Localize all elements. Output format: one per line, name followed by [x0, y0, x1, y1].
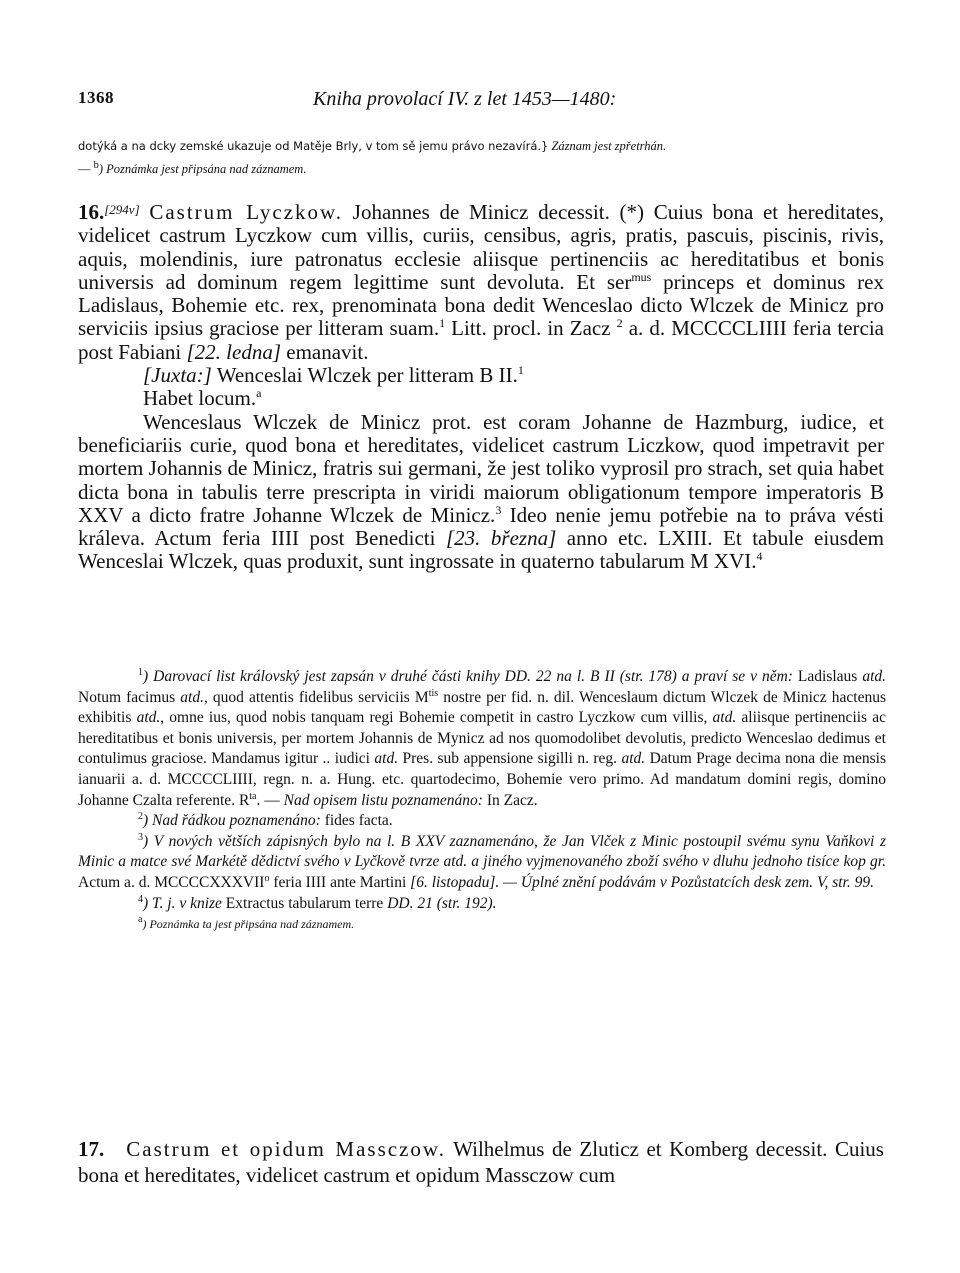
- footnote-italic: atd.: [712, 709, 737, 727]
- footnote-italic: atd.: [862, 668, 886, 685]
- superscript: mus: [631, 269, 652, 284]
- entry-number: 17.: [78, 1137, 105, 1161]
- footnote-italic: ) Darovací list královský jest zapsán v druhé části knihy DD. 22 na l. B II (str. 178) a praví se v něm:: [143, 668, 793, 685]
- date-gloss: [22. ledna]: [186, 339, 281, 364]
- entry-text: Johannes de Minicz decessit. (*) Cuius bona et hereditates, videlicet castrum Lyczkow cum villis, curiis, censibus, agris, pratis, pascuis, piscinis, rivis, aquis, molendinis, iure patronatus ecclesie aliisque pertinenciis ac hereditatibus et bonis universis ad dominum regem legittime sunt devoluta. Et ser: [78, 200, 885, 294]
- footnotes: [78, 667, 886, 935]
- footnote-italic: ) V nových větších zápisných bylo na l. B XXV zaznamenáno, že Jan Vlček z Minic postoupil svému synu Vaňkovi z Minic a matce své Markétě dědictví svého v Lyčkově tvrze atd. a jiného vyjmenovaného zboží svého v dluhu jednoho tisíce kop gr.: [78, 832, 886, 871]
- footnote-4: [78, 894, 886, 915]
- entry-text: Litt. procl. in Zacz: [445, 316, 617, 341]
- entry-heading: Castrum et opidum Massczow.: [126, 1137, 446, 1161]
- juxta-line: [78, 364, 884, 387]
- footnote-text: In Zacz.: [482, 791, 538, 809]
- footnote-a: [78, 914, 886, 935]
- entry-number: 16.: [78, 200, 105, 224]
- footnote-text: , omne ius, quod nobis tanquam regi Bohemie competit in castro Lyczkow cum villis,: [160, 709, 713, 727]
- footnote-italic: DD. 21 (str. 192).: [387, 894, 497, 912]
- footnote-ref: a: [256, 386, 262, 401]
- continuation-italic: Záznam jest zpřetrhán.: [551, 139, 667, 153]
- footnote-text: aliisque pertinenciis ac hereditatibus et bonis universis, per mortem Johannis de Mynicz ad nos quomodolibet devolutis, predicto Wenceslao dedimus et contulimus graciose. Mandamus igitur .. iudici: [78, 709, 887, 768]
- entry-text: Wenceslaus Wlczek de Minicz prot. est coram Johanne de Hazmburg, iudice, et beneficiariis curie, quod bona et hereditates, videlicet castrum Liczkow, quod impetravit per mortem Johannis de Minicz, fratris sui germani, že jest toliko vyprosil pro strach, set quia habet dicta bona in tabulis terre prescripta in viridi maiorum obligationum tempore imperatoris B XXV a dicto fratre Johanne Wlczek de Minicz.: [78, 409, 884, 527]
- juxta-label: [Juxta:]: [143, 363, 212, 388]
- note-b-text: ) Poznámka jest připsána nad záznamem.: [98, 162, 307, 177]
- footnote-text: . —: [256, 791, 284, 809]
- entry-17-paragraph: [78, 1136, 884, 1188]
- continuation-text: dotýká a na dcky zemské ukazuje od Matěje Brly, v tom sě jemu právo nezavírá.}: [78, 139, 549, 153]
- entry-16-paragraph-1: [78, 198, 884, 364]
- entry-heading: Castrum Lyczkow.: [149, 200, 344, 224]
- note-b-dash: —: [78, 162, 94, 177]
- footnote-text: nostre per fid. n. dil. Wenceslaum dictum Wlczek de Minicz hactenus exhibitis: [78, 688, 886, 727]
- footnote-ref: 4: [756, 549, 763, 564]
- footnote-mark: 4: [138, 893, 143, 905]
- entry-text: anno etc. LXIII. Et tabule eiusdem Wenceslai Wlczek, quas produxit, sunt ingrossate in quaterno tabularum M XVI.: [78, 526, 884, 574]
- entry-text: emanavit.: [281, 339, 369, 364]
- footnote-text: Notum facimus: [78, 688, 181, 706]
- footnote-ref: 1: [439, 316, 446, 331]
- footnote-italic: Nad opisem listu poznamenáno:: [283, 791, 483, 809]
- footnote-italic: atd.: [374, 750, 399, 768]
- entry-text: Habet locum.: [143, 386, 257, 411]
- entry-text: Wenceslai Wlczek per litteram B II.: [211, 363, 518, 388]
- footnote-text: Pres. sub appensione sigilli n. reg.: [398, 750, 622, 768]
- footnote-italic: atd.: [180, 688, 204, 706]
- running-title: Kniha provolací IV. z let 1453—1480:: [313, 88, 617, 110]
- note-b-mark: b: [93, 160, 99, 171]
- footnote-mark: 2: [138, 811, 143, 823]
- footnote-italic: ) Nad řádkou poznamenáno:: [143, 812, 321, 830]
- folio-mark: [294v]: [104, 202, 140, 217]
- entry-17: [78, 1136, 884, 1188]
- footnote-text: Extractus tabularum terre: [221, 894, 388, 912]
- footnote-mark: a: [138, 914, 143, 926]
- footnote-1: [78, 667, 886, 811]
- footnote-ref: 1: [517, 363, 524, 378]
- footnote-italic: ) Poznámka ta jest připsána nad záznamem.: [142, 917, 355, 932]
- footnote-text: , quod attentis fidelibus serviciis M: [203, 688, 429, 706]
- footnote-italic: [6. listopadu]. — Úplné znění podávám v Pozůstatcích desk zem. V, str. 99.: [410, 873, 874, 891]
- footnote-mark: 1: [138, 667, 143, 678]
- footnote-3: [78, 832, 886, 894]
- superscript: tis: [428, 687, 439, 699]
- entry-text: a. d. MCCCCLIIII feria tercia post Fabiani: [78, 316, 884, 364]
- footnote-ref: 2: [616, 316, 623, 331]
- footnote-text: fides facta.: [320, 812, 393, 830]
- footnote-italic: atd.: [621, 750, 646, 768]
- footnote-text: feria IIII ante Martini: [269, 873, 411, 891]
- entry-text: Wilhelmus de Zluticz et Komberg decessit. Cuius bona et hereditates, videlicet castrum et opidum Massczow cum: [78, 1137, 884, 1187]
- entry-16-paragraph-2: [78, 411, 884, 574]
- footnote-text: Datum Prage decima nona die mensis ianuarii a. d. MCCCCLIIII, regn. n. a. Hung. etc. quartodecimo, Bohemie vero primo. Ad mandatum domini regis, domino Johanne Czalta referente. R: [78, 750, 887, 809]
- habet-line: [78, 387, 884, 410]
- entry-text: princeps et dominus rex Ladislaus, Bohemie etc. rex, prenominata bona dedit Wenceslao dicto Wlczek de Minicz pro serviciis ipsius graciose per litteram suam.: [78, 269, 884, 341]
- continuation-note: [78, 137, 898, 179]
- footnote-2: [78, 811, 886, 832]
- entry-text: Ideo nenie jemu potřebie na to práva vésti králeva. Actum feria IIII post Benedicti: [78, 502, 884, 551]
- footnote-italic: atd.: [136, 709, 161, 727]
- page-number: 1368: [78, 88, 114, 107]
- running-head: [78, 88, 884, 112]
- date-gloss: [23. března]: [445, 526, 557, 551]
- superscript: o: [264, 872, 270, 884]
- footnote-text: Ladislaus: [792, 668, 863, 685]
- superscript: ta: [249, 790, 257, 802]
- footnote-mark: 3: [138, 831, 143, 843]
- footnote-text: Actum a. d. MCCCCXXXVII: [78, 873, 265, 891]
- entry-16: [78, 198, 884, 574]
- footnote-ref: 3: [495, 502, 502, 517]
- footnote-italic: ) T. j. v knize: [143, 894, 222, 912]
